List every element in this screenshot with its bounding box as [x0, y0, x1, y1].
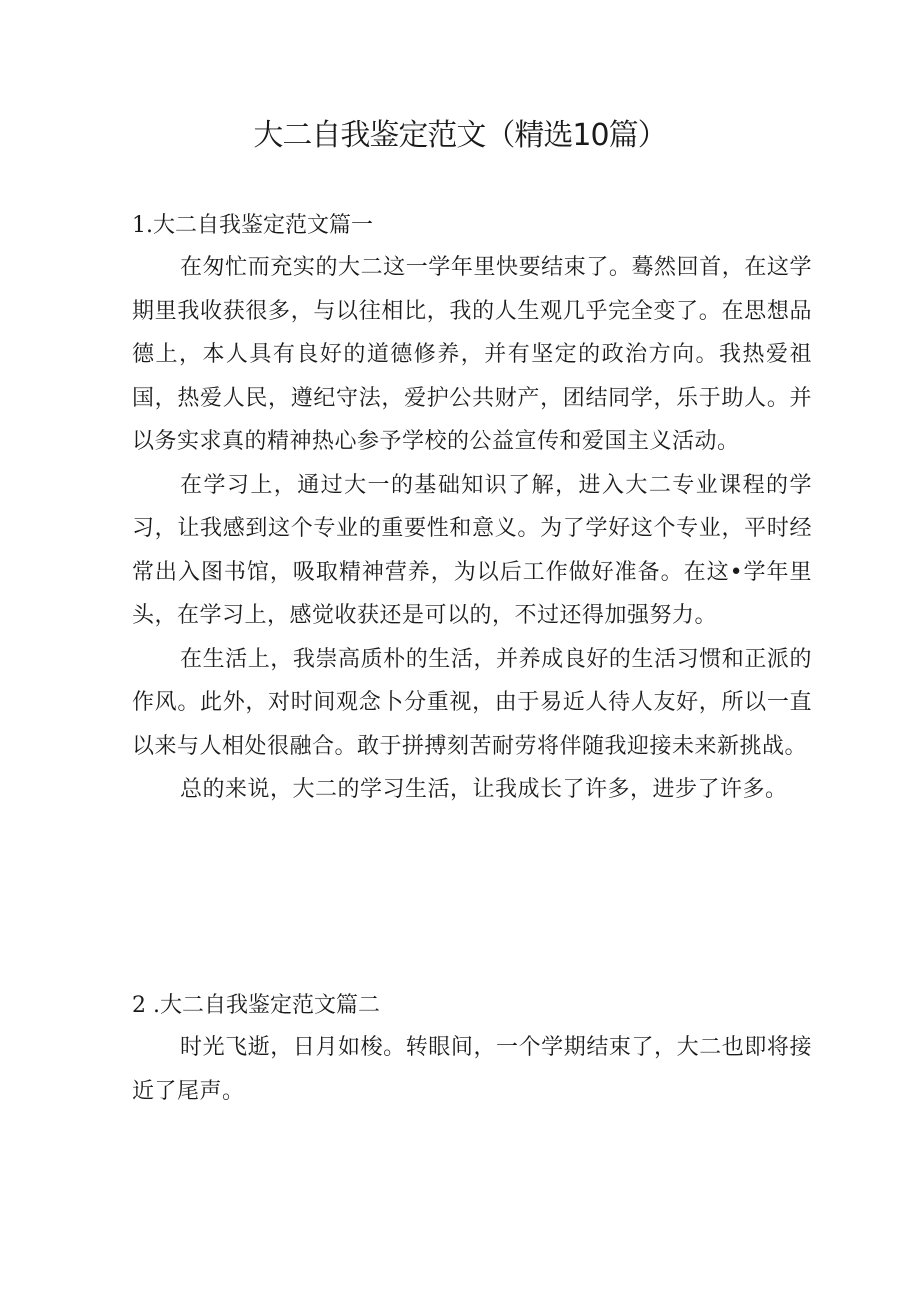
paragraph: 在生活上，我崇高质朴的生活，并养成良好的生活习惯和正派的作风。此外，对时间观念卜分重视，由于易近人待人友好，所以一直以来与人相处很融合。敢于拼搏刻苦耐劳将伴随我迎接未来新挑战。 — [132, 646, 812, 759]
document-title: 大二自我鉴定范文（精选10篇） — [253, 118, 667, 153]
paragraph: 在匆忙而充实的大二这一学年里快要结束了。蓦然回首，在这学期里我收获很多，与以往相比，我的人生观几乎完全变了。在思想品德上，本人具有良好的道德修养，并有坚定的政治方向。我热爱祖国，热爱人民，遵纪守法，爱护公共财产，团结同学，乐于助人。并以务实求真的精神热心参予学校的公益宣传和爱国主义活动。 — [132, 255, 812, 454]
paragraph: 在学习上，通过大一的基础知识了解，进入大二专业课程的学习，让我感到这个专业的重要性和意义。为了学好这个专业，平时经常出入图书馆，吸取精神营养，为以后工作做好准备。在这•学年里头，在学习上，感觉收获还是可以的，不过还得加强努力。 — [132, 472, 812, 628]
paragraph: 时光飞逝，日月如梭。转眼间，一个学期结束了，大二也即将接近了尾声。 — [132, 1035, 812, 1104]
paragraph: 总的来说，大二的学习生活，让我成长了许多，进步了许多。 — [180, 777, 788, 802]
section-heading: 2 .大二自我鉴定范文篇二 — [132, 993, 380, 1018]
section-1 — [132, 206, 812, 812]
section-heading: 1.大二自我鉴定范文篇一 — [132, 213, 373, 238]
section-2 — [132, 986, 812, 1113]
